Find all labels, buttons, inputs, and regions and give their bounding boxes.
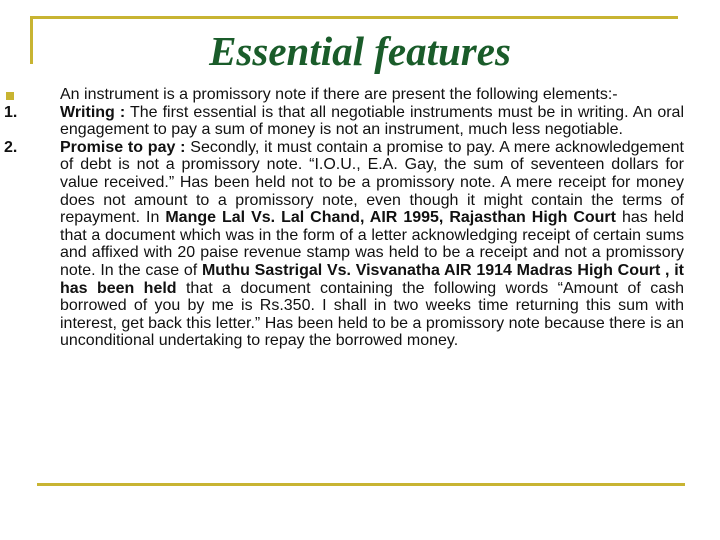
item-text: The first essential is that all negotiable instruments must be in writing. An oral engagement to pay a sum of money is not an instrument, much less negotiable. — [60, 103, 685, 139]
item-text-a: Secondly, it must contain a promise to pay. A mere acknowledgement of debt is not a promissory note. “I.O.U., E.A. Gay, the sum of seventeen dollars for value received.” Has been held not to be a promissory note. A mere receipt for money does not amount to a promissory note, even though it might contain the terms of repayment. In — [60, 138, 684, 227]
list-item-writing — [4, 104, 684, 139]
item-heading: Promise to pay : — [60, 138, 186, 156]
square-bullet-icon — [6, 92, 14, 100]
frame-bottom-rule — [37, 483, 685, 486]
case-citation-mange-lal: Mange Lal Vs. Lal Chand, AIR 1995, Rajasthan High Court — [165, 209, 616, 227]
list-number: 2. — [4, 138, 18, 156]
list-item-promise — [4, 139, 684, 350]
list-number: 1. — [4, 103, 18, 121]
case-citation-muthu-sastrigal: Muthu Sastrigal Vs. Visvanatha AIR 1914 Madras High Court , it has been held — [60, 261, 684, 297]
slide-body — [4, 86, 684, 350]
intro-text: An instrument is a promissory note if there are present the following elements:- — [60, 86, 618, 103]
frame-top-rule — [30, 16, 678, 19]
slide-title: Essential features — [209, 28, 511, 74]
intro-bullet — [4, 86, 684, 104]
item-heading: Writing : — [60, 103, 126, 121]
item-text-b: has held that a document which was in the form of a letter acknowledging receipt of certain sums and affixed with 20 paise revenue stamp was held to be a receipt and not a promissory note. In the case of — [60, 209, 684, 279]
item-text-c: that a document containing the following words “Amount of cash borrowed of you by me is Rs.350. I shall in two weeks time returning this sum with interest, get back this letter.” Has been held to be a promissory note because there is an unconditional undertaking to repay the borrowed money. — [60, 279, 684, 350]
